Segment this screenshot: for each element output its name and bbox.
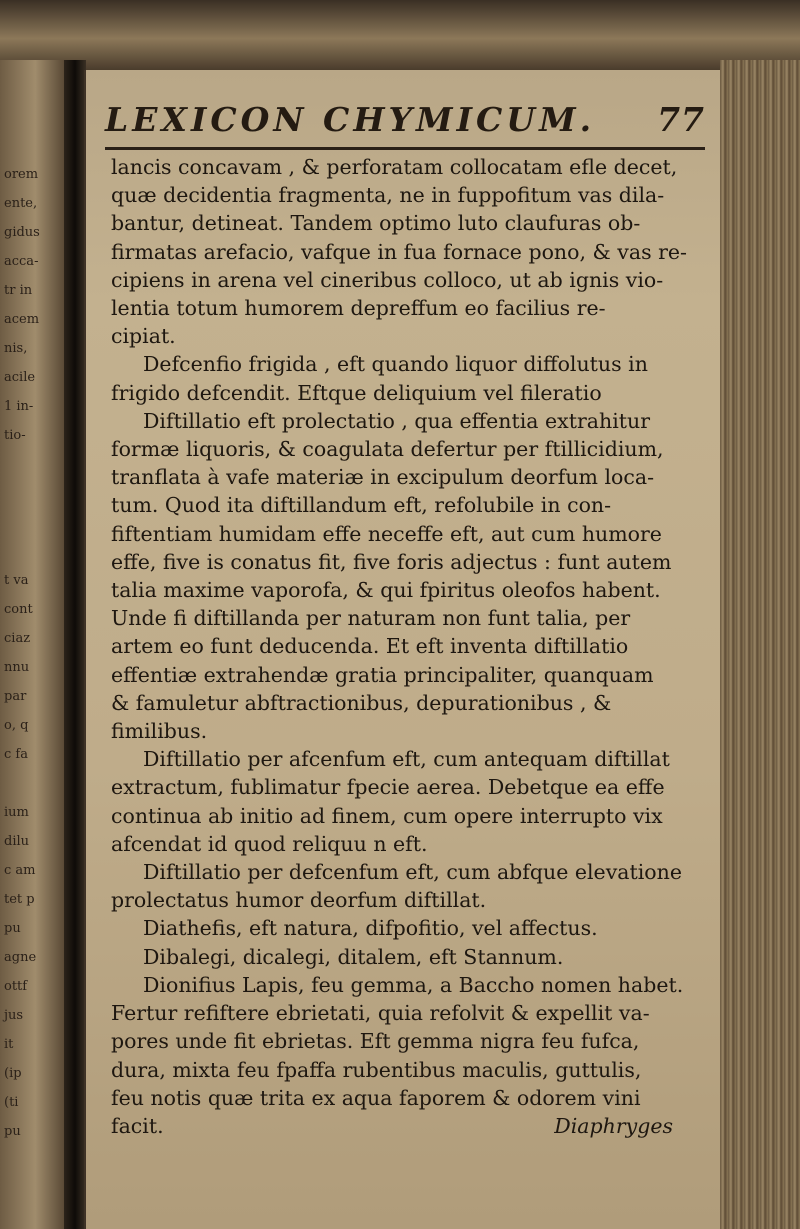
text-line: fimilibus. xyxy=(111,719,208,744)
text-line: Diftillatio per defcenfum eft, cum abfque elevatione xyxy=(143,860,682,885)
text-line: afcendat id quod reliquu n eft. xyxy=(111,831,428,856)
left-fragment: cont xyxy=(4,602,33,617)
left-fragment: it xyxy=(4,1037,14,1052)
text-line: continua ab initio ad finem, cum opere interrupto vix xyxy=(111,803,663,828)
text-line: effe, five is conatus fit, five foris adjectus : funt autem xyxy=(111,549,672,574)
left-fragment: nnu xyxy=(4,660,30,675)
left-fragment: t va xyxy=(4,573,29,588)
page-edges-right xyxy=(720,60,800,1229)
text-line: facit. Diaphryges xyxy=(111,1112,709,1140)
text-line: Diftillatio eft prolectatio , qua effentia extrahitur xyxy=(143,408,650,433)
text-line: fiftentiam humidam effe neceffe eft, aut cum humore xyxy=(111,521,662,546)
left-fragment: tr in xyxy=(4,283,33,298)
left-fragment xyxy=(0,769,64,798)
header-title: LEXICON CHYMICUM. xyxy=(105,100,596,139)
left-fragment: nis, xyxy=(4,341,28,356)
text-line: Diathefis, eft natura, difpofitio, vel affectus. xyxy=(143,916,598,941)
left-fragment: c am xyxy=(4,863,36,878)
left-fragment: tio- xyxy=(4,428,26,443)
running-header xyxy=(105,100,705,139)
left-fragment xyxy=(0,479,64,508)
left-fragment xyxy=(0,450,64,479)
page-number: 77 xyxy=(657,100,705,139)
left-fragment: ente, xyxy=(4,196,38,211)
text-line: quæ decidentia fragmenta, ne in fuppofitum vas dila- xyxy=(111,183,665,208)
text-line: extractum, fublimatur fpecie aerea. Debetque ea effe xyxy=(111,775,665,800)
text-line: Dionifius Lapis, feu gemma, a Baccho nomen habet. xyxy=(143,972,684,997)
left-fragment: acem xyxy=(4,312,40,327)
text-line: Dibalegi, dicalegi, ditalem, eft Stannum. xyxy=(143,944,564,969)
left-fragment: 1 in- xyxy=(4,399,34,414)
text-line: cipiens in arena vel cineribus colloco, ut ab ignis vio- xyxy=(111,267,664,292)
top-edge-shadow xyxy=(0,0,800,70)
left-fragment: o, q xyxy=(4,718,29,733)
left-fragment: ciaz xyxy=(4,631,31,646)
left-fragment: par xyxy=(4,689,27,704)
left-fragment: gidus xyxy=(4,225,40,240)
text-line: Fertur refiftere ebrietati, quia refolvit & expellit va- xyxy=(111,1001,650,1026)
text-line: pores unde fit ebrietas. Eft gemma nigra feu fufca, xyxy=(111,1029,640,1054)
left-fragment: tet p xyxy=(4,892,35,907)
header-rule xyxy=(105,147,705,150)
text-line: dura, mixta feu fpaffa rubentibus maculis, guttulis, xyxy=(111,1057,642,1082)
left-fragment: acile xyxy=(4,370,36,385)
left-fragment: (ti xyxy=(4,1095,19,1110)
body-text xyxy=(111,153,709,1140)
left-fragment xyxy=(0,508,64,537)
left-fragment xyxy=(0,537,64,566)
left-fragment: acca- xyxy=(4,254,39,269)
text-line: formæ liquoris, & coagulata defertur per ftillicidium, xyxy=(111,437,664,462)
left-fragment: pu xyxy=(4,1124,21,1139)
text-line: & famuletur abftractionibus, depurationibus , & xyxy=(111,690,612,715)
text-line: cipiat. xyxy=(111,324,176,349)
left-fragment: dilu xyxy=(4,834,30,849)
left-fragment: c fa xyxy=(4,747,28,762)
text-line: firmatas arefacio, vafque in fua fornace pono, & vas re- xyxy=(111,239,687,264)
left-page-fragments xyxy=(0,160,64,1146)
left-fragment: ium xyxy=(4,805,29,820)
text-line: effentiæ extrahendæ gratia principaliter, quanquam xyxy=(111,662,654,687)
text-line: Unde fi diftillanda per naturam non funt talia, per xyxy=(111,606,631,631)
left-fragment: pu xyxy=(4,921,21,936)
left-fragment: (ip xyxy=(4,1066,22,1081)
left-fragment: ottf xyxy=(4,979,28,994)
text-line: lentia totum humorem depreffum eo facilius re- xyxy=(111,296,606,321)
left-fragment: jus xyxy=(4,1008,24,1023)
text-line: frigido defcendit. Eftque deliquium vel fileratio xyxy=(111,380,602,405)
text-line: talia maxime vaporofa, & qui fpiritus oleofos habent. xyxy=(111,578,661,603)
text-line: tum. Quod ita diftillandum eft, refolubile in con- xyxy=(111,493,612,518)
text-line: prolectatus humor deorfum diftillat. xyxy=(111,888,487,913)
text-line: Diftillatio per afcenfum eft, cum antequam diftillat xyxy=(143,747,670,772)
text-line: Defcenfio frigida , eft quando liquor diffolutus in xyxy=(143,352,648,377)
left-fragment: orem xyxy=(4,167,39,182)
text-line: artem eo funt deducenda. Et eft inventa diftillatio xyxy=(111,634,629,659)
catchword: Diaphryges xyxy=(554,1113,673,1138)
left-fragment: agne xyxy=(4,950,37,965)
text-line: feu notis quæ trita ex aqua faporem & odorem vini xyxy=(111,1085,641,1110)
text-line: tranflata à vafe materiæ in excipulum deorfum loca- xyxy=(111,465,654,490)
text-line: lancis concavam , & perforatam collocatam efle decet, xyxy=(111,155,678,179)
text-line: bantur, detineat. Tandem optimo luto claufuras ob- xyxy=(111,211,641,236)
book-gutter xyxy=(64,60,86,1229)
